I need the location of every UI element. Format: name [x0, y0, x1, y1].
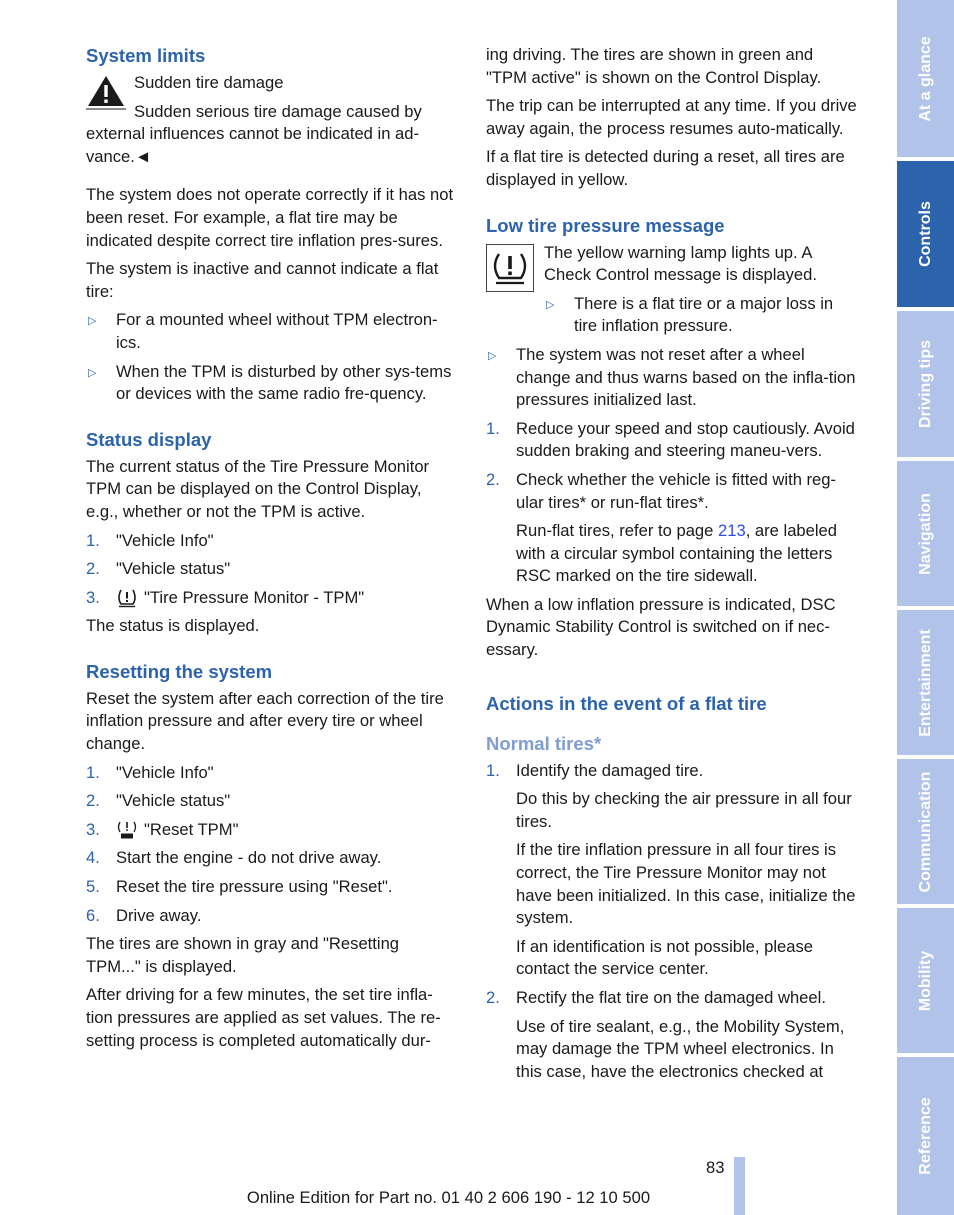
numbered-list [486, 987, 858, 1010]
bullet-list [544, 293, 858, 338]
tpm-reset-icon [116, 820, 138, 840]
warning-note [86, 72, 458, 174]
tab-mobility[interactable]: Mobility [897, 908, 954, 1053]
numbered-list [86, 530, 458, 610]
warning-title: Sudden tire damage [134, 73, 284, 92]
paragraph: If a flat tire is detected during a reset, all tires are displayed in yellow. [486, 147, 845, 189]
tab-navigation[interactable]: Navigation [897, 461, 954, 606]
right-column [486, 44, 858, 1089]
tab-controls[interactable]: Controls [897, 161, 954, 307]
tab-driving-tips[interactable]: Driving tips [897, 311, 954, 457]
section-title-flat-tire: Actions in the event of a flat tire [486, 692, 767, 714]
triangle-bullet-icon: ▷ [488, 349, 497, 362]
section-title-system-limits: System limits [86, 45, 206, 66]
triangle-bullet-icon: ▷ [88, 315, 97, 328]
list-item: 2. "Vehicle status" [86, 559, 231, 579]
list-item: 2. "Vehicle status" [86, 791, 231, 811]
paragraph: Run-flat tires, refer to page 213, are labeled with a circular symbol containing the letters RSC marked on the tire sidewall. [516, 521, 838, 586]
list-item: ▷ For a mounted wheel without TPM electron-ics. [88, 310, 438, 352]
paragraph: The current status of the Tire Pressure Monitor TPM can be displayed on the Control Display, e.g., whether or not the TPM is active. [86, 456, 430, 521]
tab-at-a-glance[interactable]: At a glance [897, 0, 954, 157]
triangle-bullet-icon: ▷ [88, 366, 97, 379]
paragraph: The system does not operate correctly if it has not been reset. For example, a flat tire may be indicated despite correct tire inflation pres-sures. [86, 185, 454, 250]
subsection-title-normal-tires: Normal tires* [486, 732, 602, 754]
numbered-list [486, 760, 858, 783]
tab-reference[interactable]: Reference [897, 1057, 954, 1215]
list-item: 1. "Vehicle Info" [86, 762, 214, 782]
list-item: 3. "Tire Pressure Monitor - TPM" [86, 587, 365, 607]
triangle-bullet-icon: ▷ [546, 298, 555, 311]
bullet-list [486, 344, 858, 412]
list-item: 6. Drive away. [86, 905, 202, 925]
paragraph: Use of tire sealant, e.g., the Mobility System, may damage the TPM wheel electronics. In this case, have the electronics checked at [516, 1016, 845, 1081]
chapter-sidebar [897, 0, 954, 1215]
paragraph: The trip can be interrupted at any time. If you drive away again, the process resumes auto-matically. [486, 96, 857, 138]
numbered-list [486, 418, 858, 514]
paragraph: If an identification is not possible, please contact the service center. [516, 936, 814, 979]
paragraph: Reset the system after each correction of the tire inflation pressure and after every tire or wheel change. [86, 688, 444, 754]
paragraph: After driving for a few minutes, the set tire infla-tion pressures are applied as set values. The re-setting process is completed automatically dur- [86, 985, 441, 1050]
paragraph: The status is displayed. [86, 616, 260, 636]
left-column [86, 44, 458, 1058]
paragraph: Do this by checking the air pressure in all four tires. [516, 789, 852, 831]
list-item: 5. Reset the tire pressure using "Reset". [86, 877, 393, 897]
warning-text: Sudden serious tire damage caused by external influences cannot be indicated in ad-vance.◄ [86, 101, 422, 166]
list-item: 1. "Vehicle Info" [86, 530, 214, 550]
paragraph: When a low inflation pressure is indicated, DSC Dynamic Stability Control is switched on if nec-essary. [486, 594, 836, 660]
section-title-status-display: Status display [86, 428, 212, 450]
list-item: ▷ When the TPM is disturbed by other sys-tems or devices with the same radio fre-quency. [88, 361, 452, 404]
paragraph: The system is inactive and cannot indicate a flat tire: [86, 259, 439, 301]
section-title-low-pressure: Low tire pressure message [486, 214, 725, 236]
indicator-note [486, 242, 858, 344]
list-item: 2. Check whether the vehicle is fitted with reg-ular tires* or run-flat tires*. [486, 469, 837, 512]
paragraph: The yellow warning lamp lights up. A Check Control message is displayed. [544, 242, 818, 285]
tab-entertainment[interactable]: Entertainment [897, 610, 954, 755]
list-item: 4. Start the engine - do not drive away. [86, 848, 382, 868]
list-item: ▷ The system was not reset after a wheel change and thus warns based on the infla-tion pressures initialized last. [488, 344, 856, 410]
paragraph: ing driving. The tires are shown in green and "TPM active" is shown on the Control Display. [486, 45, 822, 87]
section-title-resetting: Resetting the system [86, 660, 273, 682]
list-item: 1. Reduce your speed and stop cautiously. Avoid sudden braking and steering maneu-vers. [486, 418, 855, 461]
page-link[interactable]: 213 [718, 521, 746, 541]
list-item: 3. "Reset TPM" [86, 819, 239, 839]
bullet-list [86, 309, 458, 405]
tire-pressure-icon [116, 588, 138, 608]
page-number: 83 [706, 1158, 725, 1177]
paragraph: If the tire inflation pressure in all four tires is correct, the Tire Pressure Monitor may not have been initialized. In this case, initialize the system. [516, 840, 856, 928]
footer-text: Online Edition for Part no. 01 40 2 606 190 - 12 10 500 [246, 1188, 651, 1207]
paragraph: The tires are shown in gray and "Resetting TPM..." is displayed. [86, 934, 400, 976]
tpm-warning-lamp-icon [486, 244, 534, 292]
list-item: 1. Identify the damaged tire. [486, 760, 704, 780]
tab-communication[interactable]: Communication [897, 759, 954, 904]
list-item: ▷ There is a flat tire or a major loss in tire inflation pressure. [546, 293, 834, 336]
warning-triangle-icon [86, 74, 126, 110]
numbered-list [86, 762, 458, 928]
list-item: 2. Rectify the flat tire on the damaged wheel. [486, 988, 826, 1007]
